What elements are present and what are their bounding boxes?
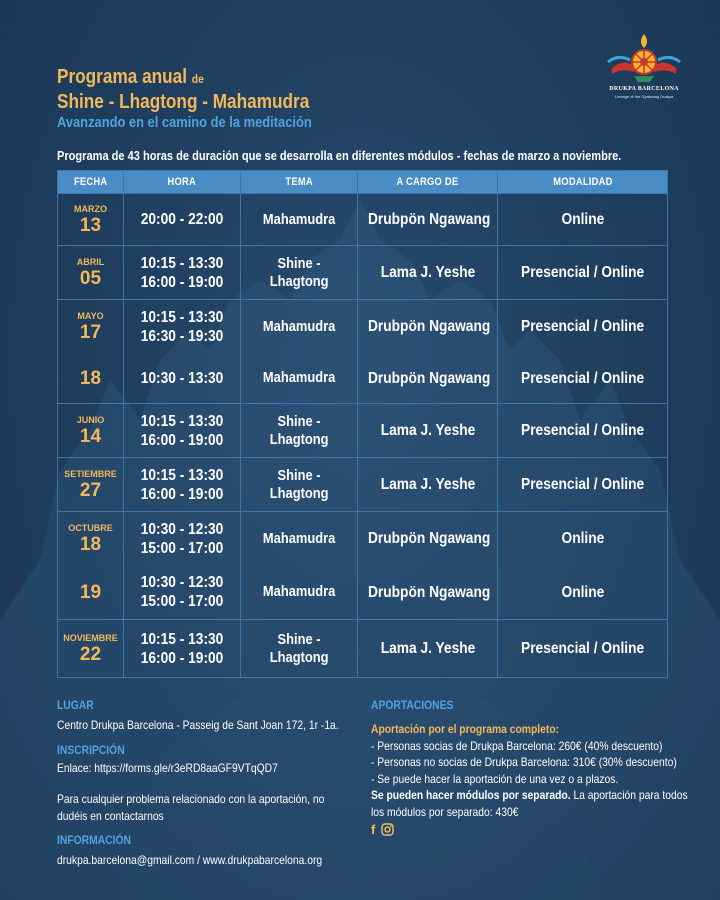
lugar-title: LUGAR <box>57 698 94 712</box>
table-row <box>58 620 668 678</box>
date-cell: 18 <box>58 354 124 404</box>
topic-cell: Shine - Lhagtong <box>241 246 358 300</box>
dharma-wheel-logo-icon <box>604 28 684 86</box>
date-cell: SETIEMBRE 27 <box>58 458 124 512</box>
title-line-2: Shine - Lhagtong - Mahamudra <box>57 91 310 113</box>
info-left-column <box>57 697 357 869</box>
instagram-icon[interactable] <box>381 823 394 836</box>
modulos-line-1: Se pueden hacer módulos por separado. La aportación para todos <box>371 788 688 802</box>
date-cell: JUNIO 14 <box>58 404 124 458</box>
time-cell: 20:00 - 22:00 <box>124 194 241 246</box>
header <box>57 66 353 132</box>
lugar-text: Centro Drukpa Barcelona - Passeig de Sant Joan 172, 1r -1a. <box>57 718 339 732</box>
title-line-1 <box>57 66 312 91</box>
aportaciones-column <box>371 697 691 837</box>
program-schedule-table <box>57 170 668 678</box>
date-cell: NOVIEMBRE 22 <box>58 620 124 678</box>
header-fecha: FECHA <box>58 171 124 194</box>
social-links <box>371 822 691 837</box>
time-cell: 10:15 - 13:30 16:30 - 19:30 <box>124 300 241 354</box>
teacher-cell: Lama J. Yeshe <box>358 246 498 300</box>
topic-cell: Mahamudra <box>241 566 358 620</box>
table-row <box>58 458 668 512</box>
topic-cell: Mahamudra <box>241 512 358 566</box>
subtitle: Avanzando en el camino de la meditación <box>57 114 312 131</box>
mode-cell: Online <box>498 194 668 246</box>
table-row <box>58 354 668 404</box>
table-row <box>58 404 668 458</box>
aportacion-no-socios: - Personas no socias de Drukpa Barcelona: 310€ (30% descuento) <box>371 755 677 769</box>
table-row <box>58 300 668 354</box>
mode-cell: Online <box>498 566 668 620</box>
aportacion-plazos: - Se puede hacer la aportación de una vez o a plazos. <box>371 771 619 786</box>
teacher-cell: Drubpön Ngawang <box>358 566 498 620</box>
header-tema: TEMA <box>241 171 358 194</box>
table-row <box>58 512 668 566</box>
table-row <box>58 566 668 620</box>
date-cell: MAYO 17 <box>58 300 124 354</box>
teacher-cell: Drubpön Ngawang <box>358 354 498 404</box>
date-cell: 19 <box>58 566 124 620</box>
teacher-cell: Drubpön Ngawang <box>358 194 498 246</box>
time-cell: 10:15 - 13:30 16:00 - 19:00 <box>124 458 241 512</box>
title-de: de <box>191 72 204 86</box>
topic-cell: Shine - Lhagtong <box>241 620 358 678</box>
date-cell: ABRIL 05 <box>58 246 124 300</box>
teacher-cell: Lama J. Yeshe <box>358 458 498 512</box>
topic-cell: Mahamudra <box>241 194 358 246</box>
date-cell: OCTUBRE 18 <box>58 512 124 566</box>
facebook-icon[interactable]: f <box>371 822 376 837</box>
problema-line-1: Para cualquier problema relacionado con la aportación, no <box>57 792 325 806</box>
inscripcion-title: INSCRIPCIÓN <box>57 742 125 757</box>
topic-cell: Shine - Lhagtong <box>241 458 358 512</box>
mode-cell: Presencial / Online <box>498 620 668 678</box>
aportaciones-subtitle: Aportación por el programa completo: <box>371 722 560 736</box>
mode-cell: Presencial / Online <box>498 458 668 512</box>
table-row <box>58 194 668 246</box>
drukpa-logo <box>604 28 684 108</box>
aportaciones-title: APORTACIONES <box>371 698 454 712</box>
logo-name: DRUKPA BARCELONA <box>609 86 679 92</box>
time-cell: 10:15 - 13:30 16:00 - 19:00 <box>124 620 241 678</box>
problema-line-2: dudéis en contactarnos <box>57 808 164 823</box>
time-cell: 10:15 - 13:30 16:00 - 19:00 <box>124 404 241 458</box>
mode-cell: Presencial / Online <box>498 246 668 300</box>
date-cell: MARZO 13 <box>58 194 124 246</box>
logo-tagline: Lineage of the Gyalwang Drukpa <box>614 94 674 99</box>
topic-cell: Mahamudra <box>241 354 358 404</box>
informacion-title: INFORMACIÓN <box>57 833 131 847</box>
modulos-line-2: los módulos por separado: 430€ <box>371 804 519 819</box>
time-cell: 10:30 - 13:30 <box>124 354 241 404</box>
mode-cell: Presencial / Online <box>498 300 668 354</box>
contact-text[interactable]: drukpa.barcelona@gmail.com / www.drukpabarcelona.org <box>57 853 323 867</box>
table-header-row <box>58 171 668 194</box>
aportacion-socios: - Personas socias de Drukpa Barcelona: 260€ (40% descuento) <box>371 738 663 753</box>
mode-cell: Presencial / Online <box>498 404 668 458</box>
topic-cell: Shine - Lhagtong <box>241 404 358 458</box>
title-text: Programa anual <box>57 66 188 88</box>
table-row <box>58 246 668 300</box>
mode-cell: Presencial / Online <box>498 354 668 404</box>
teacher-cell: Drubpön Ngawang <box>358 512 498 566</box>
teacher-cell: Lama J. Yeshe <box>358 620 498 678</box>
time-cell: 10:15 - 13:30 16:00 - 19:00 <box>124 246 241 300</box>
topic-cell: Mahamudra <box>241 300 358 354</box>
header-hora: HORA <box>124 171 241 194</box>
mode-cell: Online <box>498 512 668 566</box>
teacher-cell: Lama J. Yeshe <box>358 404 498 458</box>
header-a-cargo-de: A CARGO DE <box>358 171 498 194</box>
program-intro: Programa de 43 horas de duración que se desarrolla en diferentes módulos - fechas de marzo a noviembre. <box>57 148 622 163</box>
teacher-cell: Drubpön Ngawang <box>358 300 498 354</box>
time-cell: 10:30 - 12:30 15:00 - 17:00 <box>124 566 241 620</box>
inscripcion-link[interactable]: Enlace: https://forms.gle/r3eRD8aaGF9VTqQD7 <box>57 760 278 775</box>
header-modalidad: MODALIDAD <box>498 171 668 194</box>
time-cell: 10:30 - 12:30 15:00 - 17:00 <box>124 512 241 566</box>
